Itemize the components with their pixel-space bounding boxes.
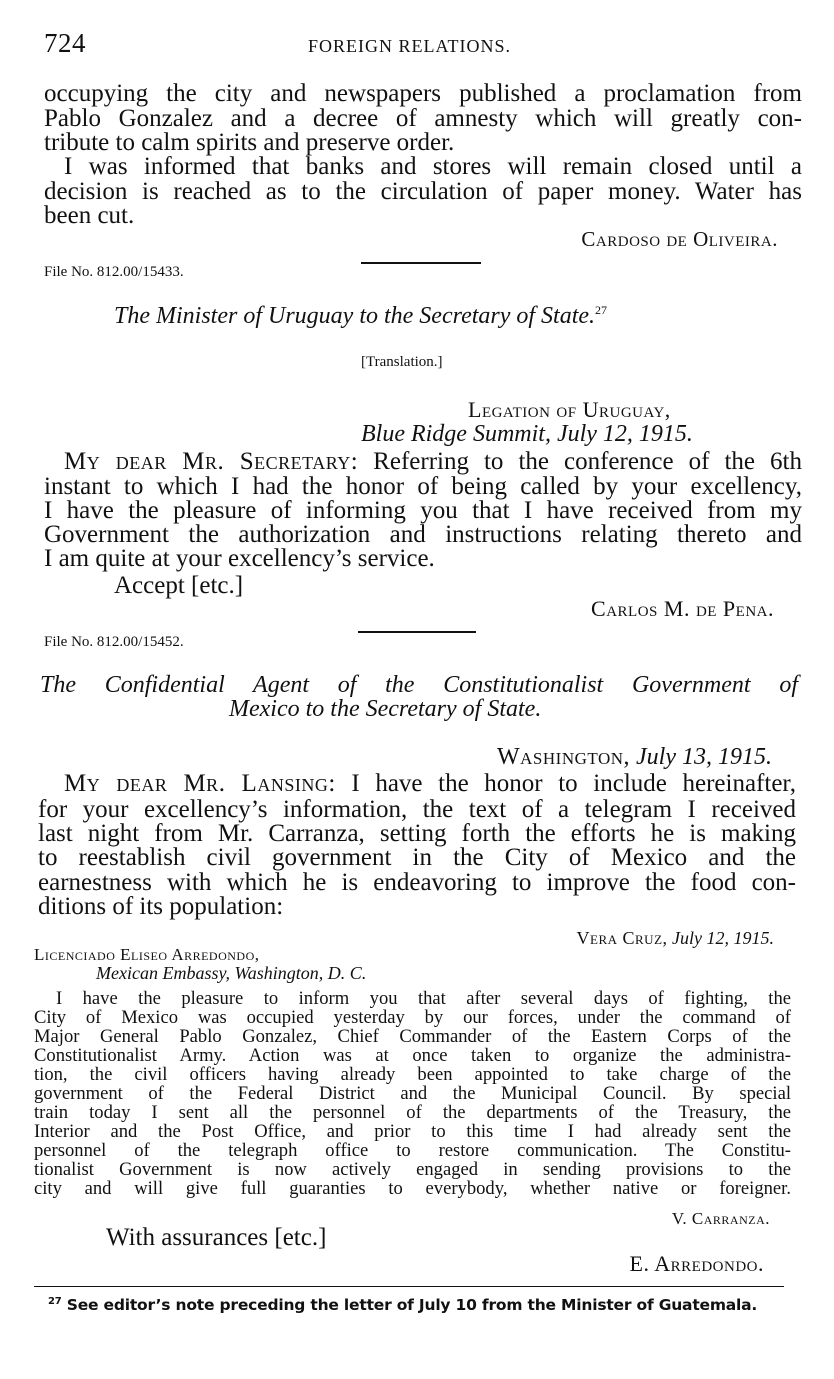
translation-note: [Translation.] xyxy=(361,354,443,370)
telegram-place: Vera Cruz, xyxy=(576,928,668,948)
letter-date: Blue Ridge Summit, July 12, 1915. xyxy=(361,421,693,447)
running-title: FOREIGN RELATIONS. xyxy=(308,36,512,56)
telegram-line: tion, the civil officers having already been appointed to take charge of the xyxy=(34,1064,791,1085)
telegram-line: City of Mexico was occupied yesterday by our forces, under the command of xyxy=(34,1007,791,1028)
telegram-line: I have the pleasure to inform you that after several days of fighting, the xyxy=(56,988,791,1009)
body-line: tribute to calm spirits and preserve order. xyxy=(44,129,455,156)
section-divider xyxy=(361,262,481,264)
body-line: last night from Mr. Carranza, setting forth the efforts he is making xyxy=(38,820,796,847)
body-line: occupying the city and newspapers published a proclamation from xyxy=(44,80,802,107)
telegram-line: Constitutionalist Army. Action was at once taken to organize the administra- xyxy=(34,1045,791,1066)
document-title: The Confidential Agent of the Constitutionalist Government of xyxy=(40,672,798,698)
body-line: ditions of its population: xyxy=(38,893,284,920)
body-line: for your excellency’s information, the text of a telegram I received xyxy=(38,796,796,823)
telegram-line: tionalist Government is now actively engaged in sending provisions to the xyxy=(34,1159,791,1180)
salutation: My dear Mr. Lansing: xyxy=(64,770,336,797)
document-title xyxy=(114,303,607,330)
telegram-signature: V. Carranza. xyxy=(671,1209,770,1228)
telegram-line: government of the Federal District and the Municipal Council. By special xyxy=(34,1083,791,1104)
signature: Cardoso de Oliveira. xyxy=(581,227,778,251)
closing: Accept [etc.] xyxy=(114,572,244,599)
footnote-divider xyxy=(34,1286,784,1287)
letter-text: Referring to the conference of the 6th xyxy=(358,448,802,475)
telegram-line: train today I sent all the personnel of the departments of the Treasury, the xyxy=(34,1102,791,1123)
telegram-addressee: Licenciado Eliseo Arredondo, xyxy=(34,945,260,964)
telegram-line: Interior and the Post Office, and prior to this time I had already sent the xyxy=(34,1121,791,1142)
body-line: Pablo Gonzalez and a decree of amnesty which will greatly con- xyxy=(44,105,802,132)
body-line: I am quite at your excellency’s service. xyxy=(44,545,435,572)
telegram-address: Mexican Embassy, Washington, D. C. xyxy=(96,963,367,983)
footnote xyxy=(48,1296,757,1314)
letter-text: I have the honor to include hereinafter, xyxy=(335,770,796,797)
letter-first-line xyxy=(64,450,802,474)
document-title-text: The Minister of Uruguay to the Secretary of State. xyxy=(114,303,596,329)
body-line: I have the pleasure of informing you that I have received from my xyxy=(44,497,802,524)
body-line: decision is reached as to the circulation of paper money. Water has xyxy=(44,178,802,205)
signature: E. Arredondo. xyxy=(629,1251,764,1276)
telegram-dateline xyxy=(577,928,775,949)
page-number: 724 xyxy=(44,28,86,58)
telegram-line: personnel of the telegraph office to restore communication. The Constitu- xyxy=(34,1140,791,1161)
footnote-number: 27 xyxy=(48,1296,62,1307)
letter-first-line xyxy=(64,772,796,796)
letter-dateline xyxy=(497,744,772,771)
section-divider xyxy=(358,631,476,633)
closing: With assurances [etc.] xyxy=(106,1224,327,1251)
body-line: been cut. xyxy=(44,202,135,229)
document-title: Mexico to the Secretary of State. xyxy=(229,696,542,722)
body-line: to reestablish civil government in the City of Mexico and the xyxy=(38,844,796,871)
body-line: Government the authorization and instructions relating thereto and xyxy=(44,521,802,548)
body-line: earnestness with which he is endeavoring to improve the food con- xyxy=(38,869,796,896)
telegram-line: city and will give full guaranties to everybody, whether native or foreigner. xyxy=(34,1178,791,1199)
signature: Carlos M. de Pena. xyxy=(591,596,774,621)
file-number: File No. 812.00/15452. xyxy=(44,634,184,650)
salutation: My dear Mr. Secretary: xyxy=(64,448,359,475)
letter-place: Legation of Uruguay, xyxy=(468,397,671,422)
telegram-line: Major General Pablo Gonzalez, Chief Commander of the Eastern Corps of the xyxy=(34,1026,791,1047)
file-number: File No. 812.00/15433. xyxy=(44,264,184,280)
letter-date: July 13, 1915. xyxy=(636,744,772,770)
footnote-reference: 27 xyxy=(595,303,608,317)
telegram-date: July 12, 1915. xyxy=(672,928,774,948)
body-line: I was informed that banks and stores will remain closed until a xyxy=(64,153,802,180)
letter-place: Washington, xyxy=(497,744,631,770)
body-line: instant to which I had the honor of being called by your excellency, xyxy=(44,473,802,500)
footnote-text: See editor’s note preceding the letter of July 10 from the Minister of Guatemala. xyxy=(61,1296,758,1315)
